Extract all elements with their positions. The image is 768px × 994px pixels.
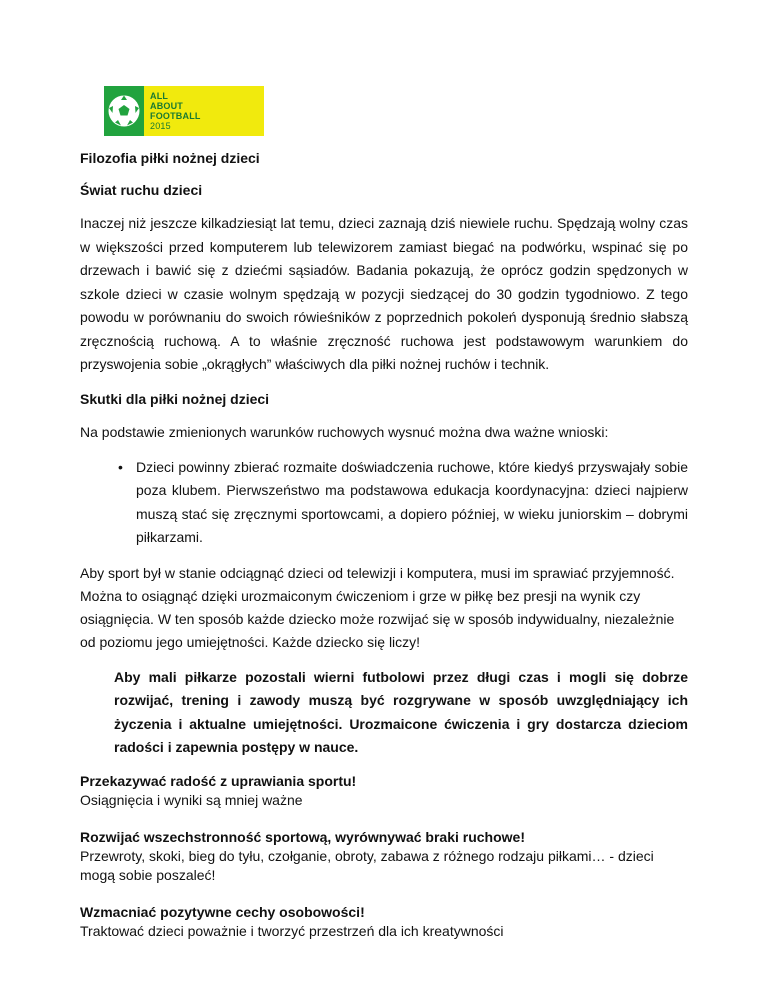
logo-line-3: FOOTBALL [150, 111, 201, 121]
principle-block-1 [80, 772, 688, 810]
bullet-marker: • [118, 458, 123, 475]
principle-title: Przekazywać radość z uprawiania sportu! [80, 772, 357, 789]
section-heading-1: Świat ruchu dzieci [80, 182, 203, 198]
paragraph-intro: Na podstawie zmienionych warunków ruchowych wysnuć można dwa ważne wnioski: [80, 423, 609, 440]
logo-line-2: ABOUT [150, 101, 183, 111]
principle-text: Traktować dzieci poważnie i tworzyć przestrzeń dla ich kreatywności [80, 922, 504, 939]
paragraph-1: Inaczej niż jeszcze kilkadziesiąt lat temu, dzieci zaznają dziś niewiele ruchu. Spędzają wolny czas w większości przed komputerem lub telewizorem zamiast biegać na podwórku, wspinać się po drzewach i bawić się z dziećmi sąsiadów. Badania pokazują, że oprócz godzin spędzonych w szkole dzieci w czasie wolnym spędzają w pozycji siedzącej do 30 godzin tygodniowo. Z tego powodu w porównaniu do swoich rówieśników z poprzednich pokoleń dysponują średnio słabszą zręcznością ruchową. A to właśnie zręczność ruchowa jest podstawowym warunkiem do przyswojenia sobie „okrągłych” właściwych dla piłki nożnej ruchów i technik. [80, 215, 688, 372]
logo-line-4: 2015 [150, 121, 171, 131]
logo-line-1: ALL [150, 91, 169, 101]
principle-block-2 [80, 828, 688, 885]
logo-green-panel [104, 86, 144, 136]
bold-quote: Aby mali piłkarze pozostali wierni futbolowi przez długi czas i mogli się dobrze rozwijać, trening i zawody muszą być rozgrywane w sposób uwzględniający ich życzenia i aktualne umiejętności. Urozmaicone ćwiczenia i gry dostarcza dzieciom radości i zapewnia postępy w nauce. [114, 668, 688, 755]
logo-text-panel [144, 86, 264, 136]
logo [104, 86, 264, 136]
document-title: Filozofia piłki nożnej dzieci [80, 150, 260, 166]
soccer-ball-icon [107, 94, 141, 128]
list-item [80, 456, 688, 550]
bullet-text: Dzieci powinny zbierać rozmaite doświadczenia ruchowe, które kiedyś przyswajały sobie poza klubem. Pierwszeństwo ma podstawowa edukacja koordynacyjna: dzieci najpierw muszą stać się zręcznymi sportowcami, a dopiero później, w wieku juniorskim – dobrymi piłkarzami. [136, 458, 688, 545]
principle-title: Wzmacniać pozytywne cechy osobowości! [80, 903, 365, 920]
principle-text: Osiągnięcia i wyniki są mniej ważne [80, 791, 303, 808]
principle-block-3 [80, 903, 688, 941]
bullet-list [80, 456, 688, 550]
document-body [80, 148, 688, 959]
section-heading-2: Skutki dla piłki nożnej dzieci [80, 390, 270, 407]
paragraph-2: Aby sport był w stanie odciągnąć dzieci od telewizji i komputera, musi im sprawiać przyjemność. Można to osiągnąć dzięki urozmaiconym ćwiczeniom i grze w piłkę bez presji na wynik czy osiągnięcia. W ten sposób każde dziecko może rozwijać się w sposób indywidualny, niezależnie od poziomu jego umiejętności. Każde dziecko się liczy! [80, 564, 675, 650]
principle-title: Rozwijać wszechstronność sportową, wyrównywać braki ruchowe! [80, 828, 525, 845]
principle-text: Przewroty, skoki, bieg do tyłu, czołganie, obroty, zabawa z różnego rodzaju piłkami… - dzieci mogą sobie poszaleć! [80, 847, 654, 883]
